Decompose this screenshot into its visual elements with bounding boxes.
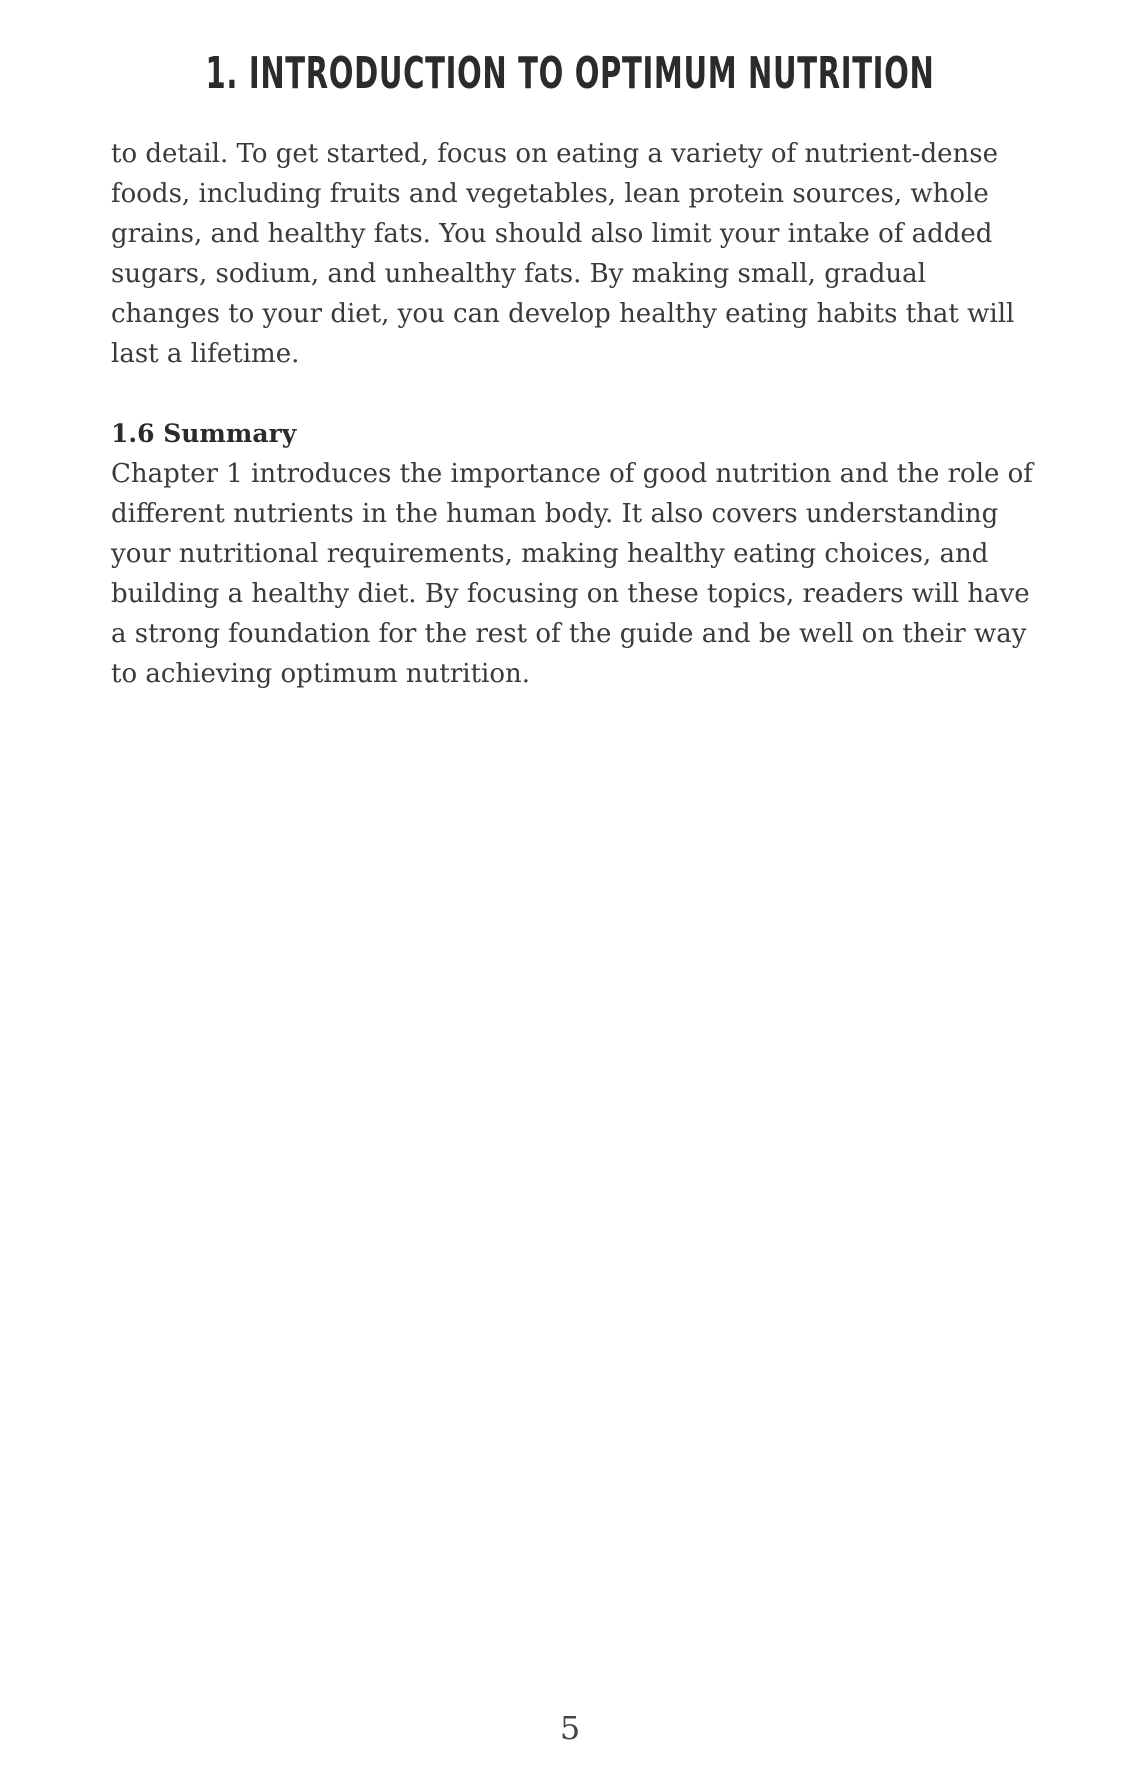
- chapter-title: 1. INTRODUCTION TO OPTIMUM NUTRITION: [205, 48, 935, 99]
- page-content: [111, 134, 1041, 694]
- section-heading: 1.6 Summary: [111, 419, 297, 448]
- summary-paragraph: Chapter 1 introduces the importance of good nutrition and the role of different nutrients in the human body. It also covers understanding your nutritional requirements, making healthy eating choices, and building a healthy diet. By focusing on these topics, readers will have a strong foundation for the rest of the guide and be well on their way to achieving optimum nutrition.: [111, 459, 1033, 689]
- page-number: 5: [559, 1709, 581, 1747]
- intro-paragraph: to detail. To get started, focus on eating a variety of nutrient-dense foods, including fruits and vegetables, lean protein sources, whole grains, and healthy fats. You should also limit your intake of added sugars, sodium, and unhealthy fats. By making small, gradual changes to your diet, you can develop healthy eating habits that will last a lifetime.: [111, 139, 1015, 369]
